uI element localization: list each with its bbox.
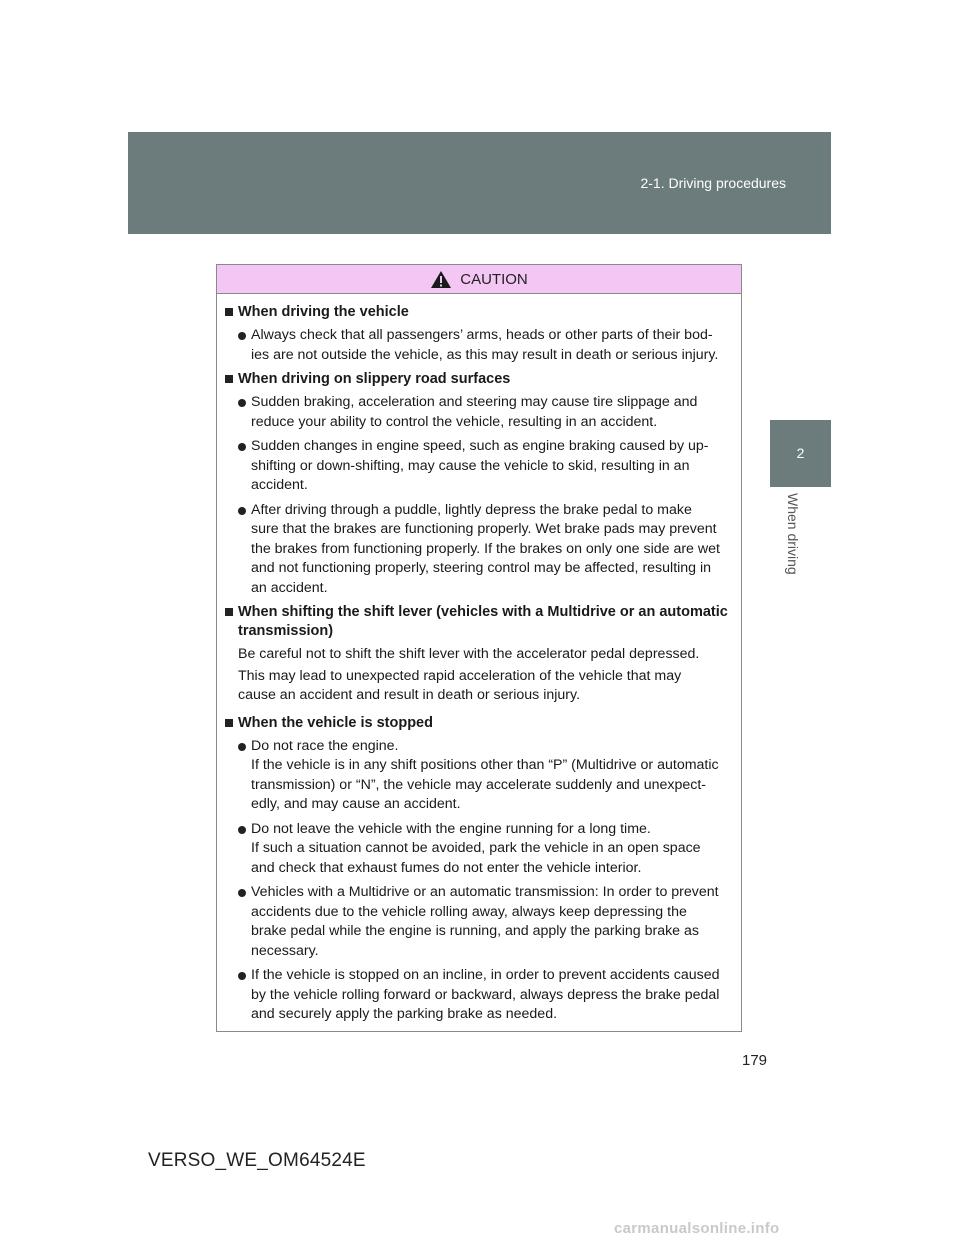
paragraph: [222, 645, 736, 665]
text-line: If such a situation cannot be avoided, park the vehicle in an open space: [251, 840, 701, 856]
text-line: ies are not outside the vehicle, as this may result in death or serious injury.: [251, 346, 719, 363]
list-item: [222, 437, 736, 496]
text-line: Be careful not to shift the shift lever with the accelerator pedal depressed.: [238, 646, 700, 662]
caution-header: [217, 265, 741, 294]
caution-title: CAUTION: [460, 270, 528, 288]
section-title: 2-1. Driving procedures: [640, 175, 786, 191]
section-heading: [222, 603, 736, 641]
text-line: After driving through a puddle, lightly depress the brake pedal to make: [251, 501, 692, 518]
text-line: reduce your ability to control the vehicle, resulting in an accident.: [251, 413, 658, 430]
list-item: [222, 393, 736, 432]
heading-line: transmission): [238, 623, 334, 639]
paragraph: [222, 667, 736, 706]
text-line: cause an accident and result in death or serious injury.: [238, 687, 581, 703]
text-line: the brakes from functioning properly. If the brakes on only one side are wet: [251, 540, 720, 557]
text-line: and not functioning properly, steering control may be affected, resulting in: [251, 560, 712, 576]
text-line: edly, and may cause an accident.: [251, 796, 461, 812]
text-line: Do not leave the vehicle with the engine running for a long time.: [251, 820, 651, 837]
text-line: Always check that all passengers’ arms, heads or other parts of their bod-: [251, 327, 713, 343]
bullet-list: [222, 393, 736, 598]
text-line: necessary.: [251, 942, 319, 959]
list-item: [222, 501, 736, 599]
text-line: shifting or down-shifting, may cause the vehicle to skid, resulting in an: [251, 457, 690, 474]
list-item: [222, 326, 736, 365]
text-line: brake pedal while the engine is running, and apply the parking brake as: [251, 923, 699, 939]
document-code: VERSO_WE_OM64524E: [148, 1150, 366, 1171]
text-line: sure that the brakes are functioning properly. Wet brake pads may prevent: [251, 521, 717, 537]
text-line: accidents due to the vehicle rolling away, always keep depressing the: [251, 903, 687, 920]
caution-body: [217, 294, 741, 1025]
section-heading: When driving the vehicle: [222, 303, 736, 322]
header-band: [128, 132, 831, 234]
caution-box: [216, 264, 742, 1032]
text-line: Vehicles with a Multidrive or an automatic transmission: In order to prevent: [251, 884, 719, 900]
heading-line: When shifting the shift lever (vehicles with a Multidrive or an automatic: [238, 604, 728, 620]
text-line: Sudden braking, acceleration and steering may cause tire slippage and: [251, 394, 698, 410]
chapter-label: When driving: [785, 493, 801, 575]
text-line: and check that exhaust fumes do not enter the vehicle interior.: [251, 859, 642, 876]
section-heading: When the vehicle is stopped: [222, 714, 736, 733]
text-line: accident.: [251, 477, 308, 493]
text-line: transmission) or “N”, the vehicle may accelerate suddenly and unexpect-: [251, 776, 706, 793]
text-line: Do not race the engine.: [251, 737, 399, 754]
text-line: an accident.: [251, 579, 328, 596]
list-item: [222, 883, 736, 961]
list-item: [222, 820, 736, 879]
text-line: and securely apply the parking brake as needed.: [251, 1006, 558, 1022]
section-heading: When driving on slippery road surfaces: [222, 370, 736, 389]
bullet-list: [222, 326, 736, 365]
text-line: If the vehicle is in any shift positions other than “P” (Multidrive or automatic: [251, 757, 719, 773]
bullet-list: [222, 737, 736, 1025]
text-line: Sudden changes in engine speed, such as engine braking caused by up-: [251, 438, 709, 454]
text-line: by the vehicle rolling forward or backward, always depress the brake pedal: [251, 986, 720, 1003]
list-item: [222, 966, 736, 1025]
text-line: This may lead to unexpected rapid acceleration of the vehicle that may: [238, 667, 682, 684]
watermark: carmanualsonline.info: [614, 1220, 780, 1237]
chapter-tab: 2: [770, 420, 831, 487]
warning-icon: [430, 270, 452, 289]
list-item: [222, 737, 736, 815]
text-line: If the vehicle is stopped on an incline, in order to prevent accidents caused: [251, 967, 720, 983]
page-number: 179: [742, 1052, 768, 1069]
